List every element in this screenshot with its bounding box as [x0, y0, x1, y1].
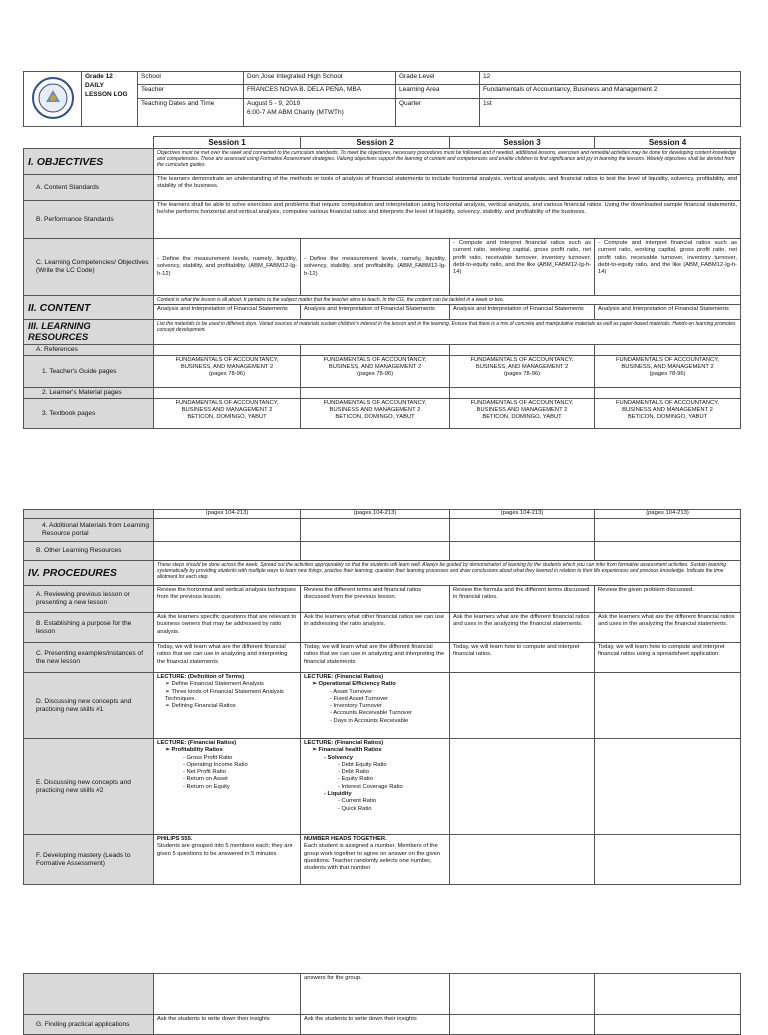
- grade-line1: Grade 12: [85, 73, 113, 80]
- proc-f-label: F. Developing mastery (Leads to Formative Assessment): [24, 835, 154, 885]
- tb-session-4: FUNDAMENTALS OF ACCOUNTANCY, BUSINESS AND MANAGEMENT 2 BETICON, DOMINGO, YABUT: [595, 399, 741, 429]
- content-standards-label: A. Content Standards: [24, 175, 154, 201]
- pages-session-3: (pages 104-213): [450, 510, 595, 519]
- proc-d-session-1: LECTURE: (Definition of Terms) ➢ Define Financial Statement Analysis ➢ Three kinds of Financial Statement Analysis Techniques. ➢ Defining Financial Ratios: [154, 673, 301, 739]
- tb-session-2: FUNDAMENTALS OF ACCOUNTANCY, BUSINESS AND MANAGEMENT 2 BETICON, DOMINGO, YABUT: [301, 399, 450, 429]
- additional-materials-label: 4. Additional Materials from Learning Resource portal: [24, 519, 154, 542]
- proc-a-session-3: Review the formula and the different terms discussed in financial ratios.: [450, 586, 595, 613]
- tg-session-3: FUNDAMENTALS OF ACCOUNTANCY, BUSINESS, AND MANAGEMENT 2 (pages 78-96): [450, 356, 595, 388]
- competency-session-4: - Compute and interpret financial ratios such as current ratio, working capital, gross profit ratio, net profit ratio, receivable turnover, inventory turnover, debt-to-equity ratio, and the like (ABM_FABM12-Ig-h-14): [595, 239, 741, 296]
- lesson-table-page3: [23, 973, 741, 1035]
- time-line: 6:00-7 AM ABM Charity (MTWTh): [247, 108, 344, 116]
- resources-note: List the materials to be used in different days. Varied sources of materials sustain children's interest in the lesson and in the learning. Ensure that there is a mix of concrete and manipulative materials as well as paper-based materials. Hands-on learning promotes concept development.: [154, 320, 741, 345]
- tg-session-4: FUNDAMENTALS OF ACCOUNTANCY, BUSINESS, AND MANAGEMENT 2 (pages 78-96): [595, 356, 741, 388]
- quarter-label: Quarter: [396, 98, 480, 126]
- proc-f-session-2: NUMBER HEADS TOGETHER. Each student is assigned a number. Members of the group work together to agree on answer on the given questions. Teacher randomly selects one number, students with that number: [301, 835, 450, 885]
- proc-f-session-1: PHILIPS 555. Students are grouped into 5 members each; they are given 5 questions to be answered in 5 minutes.: [154, 835, 301, 885]
- procedures-title: IV. PROCEDURES: [24, 561, 154, 586]
- proc-b-session-3: Ask the learners what are the different financial ratios and uses in the analyzing the financial statements.: [450, 613, 595, 643]
- competency-session-2: - Define the measurement levels, namely, liquidity, solvency, stability, and profitability. (ABM_FABM12-Ig-h-12): [301, 239, 450, 296]
- session-1-header: Session 1: [154, 137, 301, 149]
- teacher-label: Teacher: [138, 85, 244, 98]
- pages-session-4: (pages 104-213): [595, 510, 741, 519]
- proc-d-label: D. Discussing new concepts and practicing new skills #1: [24, 673, 154, 739]
- tb-session-1: FUNDAMENTALS OF ACCOUNTANCY, BUSINESS AND MANAGEMENT 2 BETICON, DOMINGO, YABUT: [154, 399, 301, 429]
- dates-line: August 5 - 9, 2019: [247, 99, 301, 107]
- proc-a-label: A. Reviewing previous lesson or presenting a new lesson: [24, 586, 154, 613]
- quarter-value: 1st: [480, 98, 741, 126]
- textbook-label: 3. Textbook pages: [24, 399, 154, 429]
- session-2-header: Session 2: [301, 137, 450, 149]
- deped-seal-logo: [24, 72, 82, 127]
- proc-g-session-2: Ask the students to write down their insights: [301, 1015, 450, 1035]
- grade-line2: DAILY: [85, 82, 104, 89]
- content-standards-text: The learners demonstrate an understanding of the methods or tools of analysis of financial statements to include horizontal analysis, vertical analysis, and financial ratios to test the level of liquidity, solvency, profitability, and stability of the business.: [154, 175, 741, 201]
- lesson-table-page2: [23, 509, 741, 885]
- header-table: [23, 71, 741, 127]
- proc-g-label: G. Finding practical applications: [24, 1015, 154, 1035]
- references-label: A. References: [24, 345, 154, 356]
- grade-line3: LESSON LOG: [85, 91, 128, 98]
- grade-level-value: 12: [480, 72, 741, 85]
- proc-a-session-2: Review the different terms and financial ratios discussed from the previous lesson.: [301, 586, 450, 613]
- proc-b-label: B. Establishing a purpose for the lesson: [24, 613, 154, 643]
- dates-label: Teaching Dates and Time: [138, 98, 244, 126]
- content-session-3: Analysis and Interpretation of Financial Statements: [450, 305, 595, 320]
- school-label: School: [138, 72, 244, 85]
- teacher-value: FRANCES NOVA B. DELA PEÑA, MBA: [244, 85, 396, 98]
- proc-c-session-1: Today, we will learn what are the different financial ratios that we can use in analyzing and interpreting the financial statements: [154, 643, 301, 673]
- content-session-4: Analysis and Interpretation of Financial Statements: [595, 305, 741, 320]
- proc-f-continued: answers for the group.: [301, 974, 450, 1015]
- tg-session-2: FUNDAMENTALS OF ACCOUNTANCY, BUSINESS, AND MANAGEMENT 2 (pages 78-96): [301, 356, 450, 388]
- grade-label-cell: [82, 72, 138, 127]
- performance-standards-text: The learners shall be able to solve exercises and problems that require computation and interpretation using horizontal analysis, vertical analysis, and various financial ratios. Using the downloaded sample financial statements, he/she performs horizontal and vertical analysis, computes various financial ratios and interprets the level of liquidity, solvency, stability, and profitability of the business.: [154, 201, 741, 239]
- competency-session-1: - Define the measurement levels, namely, liquidity, solvency, stability, and profitability. (ABM_FABM12-Ig-h-12): [154, 239, 301, 296]
- session-header-row: [24, 137, 741, 149]
- competency-session-3: - Compute and interpret financial ratios such as current ratio, working capital, gross profit ratio, net profit ratio, receivable turnover, inventory turnover, debt-to-equity ratio, and the like (ABM_FABM12-Ig-h-14): [450, 239, 595, 296]
- proc-c-session-3: Today, we will learn how to compute and interpret financial ratios.: [450, 643, 595, 673]
- seal-icon: [31, 76, 75, 120]
- content-session-2: Analysis and Interpretation of Financial Statements: [301, 305, 450, 320]
- content-title: II. CONTENT: [24, 296, 154, 320]
- pages-session-1: (pages 104-213): [154, 510, 301, 519]
- other-resources-label: B. Other Learning Resources: [24, 542, 154, 561]
- teachers-guide-label: 1. Teacher's Guide pages: [24, 356, 154, 388]
- school-value: Don Jose Integrated High School: [244, 72, 396, 85]
- tg-session-1: FUNDAMENTALS OF ACCOUNTANCY, BUSINESS, AND MANAGEMENT 2 (pages 78-96): [154, 356, 301, 388]
- session-3-header: Session 3: [450, 137, 595, 149]
- grade-level-label: Grade Level: [396, 72, 480, 85]
- proc-b-session-2: Ask the learners what other financial ratios we can use in addressing the ratio analysis.: [301, 613, 450, 643]
- proc-e-label: E. Discussing new concepts and practicing new skills #2: [24, 739, 154, 835]
- content-session-1: Analysis and Interpretation of Financial Statements: [154, 305, 301, 320]
- learners-material-label: 2. Learner's Material pages: [24, 388, 154, 399]
- proc-a-session-1: Review the horizontal and vertical analysis techniques from the previous lesson.: [154, 586, 301, 613]
- proc-e-session-1: LECTURE: (Financial Ratios) ➢ Profitability Ratios - Gross Profit Ratio - Operating Income Ratio - Net Profit Ratio - Return on Asset - Return on Equity: [154, 739, 301, 835]
- performance-standards-label: B. Performance Standards: [24, 201, 154, 239]
- competencies-label: C. Learning Competencies/ Objectives (Write the LC Code): [24, 239, 154, 296]
- tb-session-3: FUNDAMENTALS OF ACCOUNTANCY, BUSINESS AND MANAGEMENT 2 BETICON, DOMINGO, YABUT: [450, 399, 595, 429]
- proc-c-session-2: Today, we will learn what are the different financial ratios that we can use in analyzing and interpreting the financial statements: [301, 643, 450, 673]
- session-4-header: Session 4: [595, 137, 741, 149]
- resources-title: III. LEARNING RESOURCES: [24, 320, 154, 345]
- content-note: Content is what the lesson is all about. It pertains to the subject matter that the teacher aims to teach. In the CG, the content can be tackled in a week or two.: [154, 296, 741, 305]
- objectives-title: I. OBJECTIVES: [24, 149, 154, 175]
- proc-d-session-2: LECTURE: (Financial Ratios) ➢ Operational Efficiency Ratio - Asset Turnover - Fixed Asset Turnover - Inventory Turnover - Accounts Receivable Turnover - Days in Accounts Receivable: [301, 673, 450, 739]
- learning-area-label: Learning Area: [396, 85, 480, 98]
- procedures-note: These steps should be done across the week. Spread out the activities appropriately so that the students will learn well. Always be guided by demonstration of learning by the students which you can infer from formative assessment activities. Sustain learning systematically by providing students with multiple ways to learn new things, practice their learning, question their learning processes and draw conclusions about what they learned in relation to their life experiences and previous knowledge. Indicate the time allotment for each step.: [154, 561, 741, 586]
- lesson-table-page1: [23, 136, 741, 429]
- learning-area-value: Fundamentals of Accountancy, Business and Management 2: [480, 85, 741, 98]
- pages-session-2: (pages 104-213): [301, 510, 450, 519]
- proc-a-session-4: Review the given problem discussed.: [595, 586, 741, 613]
- proc-e-session-2: LECTURE: (Financial Ratios) ➢ Financial health Ratios - Solvency - Debt Equity Ratio - Debt Ratio - Equity Ratio - Interest Coverage Ratio - Liquidity - Current Ratio - Quick Ratio: [301, 739, 450, 835]
- proc-g-session-1: Ask the students to write down their insights: [154, 1015, 301, 1035]
- proc-b-session-4: Ask the learners what are the different financial ratios and uses in the analyzing the financial statements.: [595, 613, 741, 643]
- dates-value: [244, 98, 396, 126]
- proc-b-session-1: Ask the learners specific questions that are relevant to business owners that may be addressed by ratio analysis.: [154, 613, 301, 643]
- proc-c-session-4: Today, we will learn how to compute and interpret financial ratios using a spreadsheet application.: [595, 643, 741, 673]
- objectives-note: Objectives must be met over the week and connected to the curriculum standards. To meet the objectives, necessary procedures must be followed and if needed, additional lessons, exercises and remedial activities may be done for developing content knowledge and competencies. These are assessed using Formative Assessment strategies. Valuing objectives support the learning of content and competencies and enable children to find significance and joy in learning the lessons. Weekly objectives shall be derived from the curriculum guides.: [154, 149, 741, 175]
- proc-c-label: C. Presenting examples/instances of the new lesson: [24, 643, 154, 673]
